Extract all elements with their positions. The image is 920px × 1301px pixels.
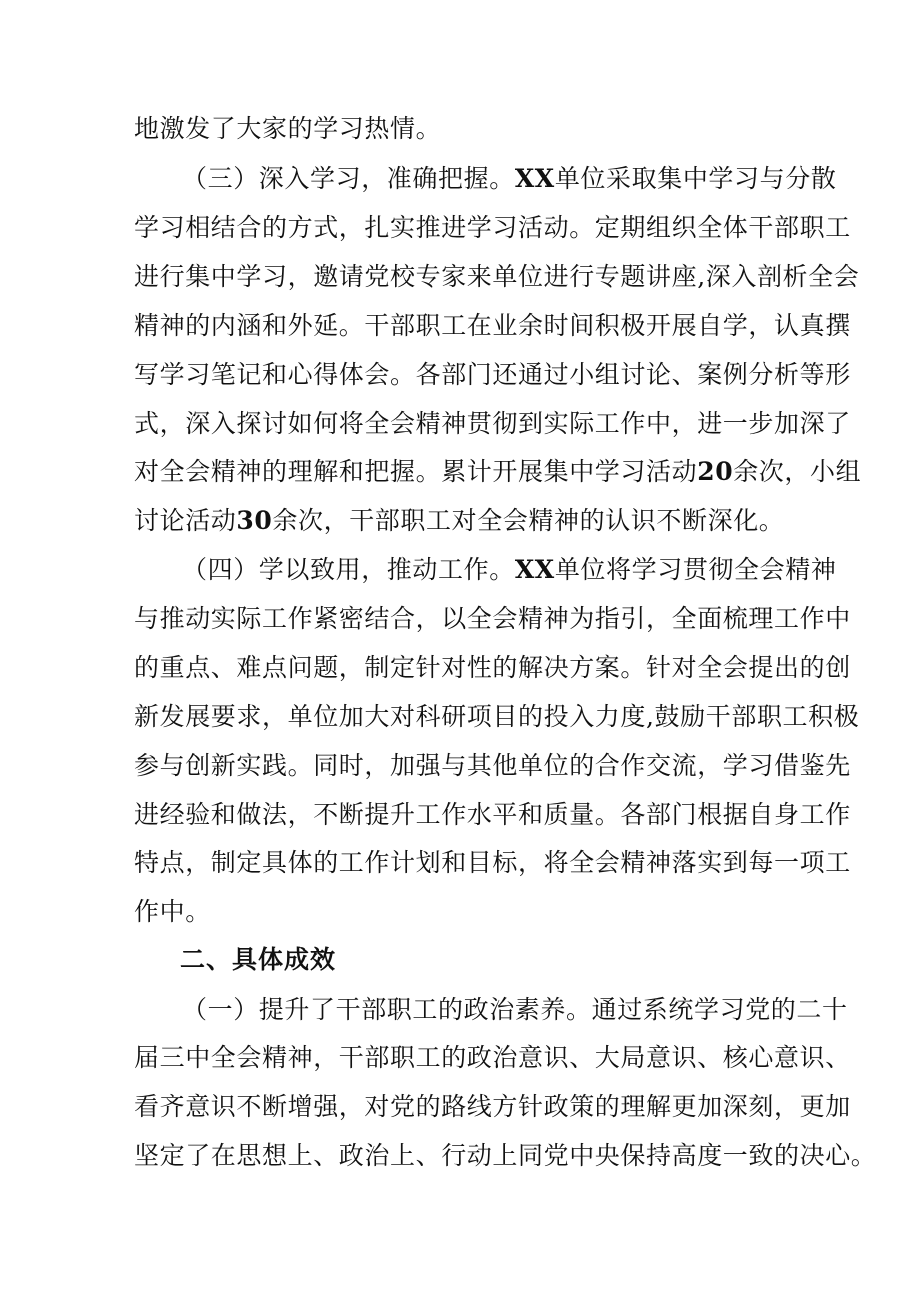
sub-heading: （四）学以致用，推动工作。 (182, 555, 515, 584)
text-span: 单位采取集中学习与分散 (554, 164, 837, 193)
unit-placeholder: XX (514, 164, 555, 193)
text-span: 余次，干部职工对全会精神的认识不断深化。 (272, 506, 785, 535)
paragraph-line: 新发展要求，单位加大对科研项目的投入力度,鼓励干部职工积极 (134, 702, 860, 731)
text-span: 单位将学习贯彻全会精神 (554, 555, 837, 584)
unit-placeholder: XX (514, 555, 555, 584)
paragraph-line: 坚定了在思想上、政治上、行动上同党中央保持高度一致的决心。 (134, 1141, 877, 1170)
count-value: 30 (236, 506, 273, 535)
paragraph-line: 届三中全会精神，干部职工的政治意识、大局意识、核心意识、 (134, 1043, 851, 1072)
paragraph-line: 看齐意识不断增强，对党的路线方针政策的理解更加深刻，更加 (134, 1092, 851, 1121)
paragraph-line: 作中。 (134, 897, 211, 926)
text-span: 讨论活动 (134, 506, 237, 535)
paragraph-line: 写学习笔记和心得体会。各部门还通过小组讨论、案例分析等形 (134, 360, 851, 389)
text-span: 对全会精神的理解和把握。累计开展集中学习活动 (134, 457, 698, 486)
paragraph-line (134, 457, 861, 487)
paragraph-line: 特点，制定具体的工作计划和目标，将全会精神落实到每一项工 (134, 848, 851, 877)
paragraph-line (182, 555, 836, 585)
paragraph-line: 进行集中学习，邀请党校专家来单位进行专题讲座,深入剖析全会 (134, 262, 860, 291)
paragraph-line: 地激发了大家的学习热情。 (134, 114, 442, 143)
paragraph-line: （一）提升了干部职工的政治素养。通过系统学习党的二十 (182, 995, 848, 1024)
count-value: 20 (697, 457, 734, 486)
paragraph-line: 的重点、难点问题，制定针对性的解决方案。针对全会提出的创 (134, 653, 851, 682)
paragraph-line: 精神的内涵和外延。干部职工在业余时间积极开展自学，认真撰 (134, 311, 851, 340)
paragraph-line: 式，深入探讨如何将全会精神贯彻到实际工作中，进一步加深了 (134, 409, 851, 438)
paragraph-line: 与推动实际工作紧密结合，以全会精神为指引，全面梳理工作中 (134, 604, 851, 633)
text-span: 余次，小组 (733, 457, 862, 486)
sub-heading: （三）深入学习，准确把握。 (182, 164, 515, 193)
paragraph-line: 参与创新实践。同时，加强与其他单位的合作交流，学习借鉴先 (134, 751, 851, 780)
paragraph-line: 进经验和做法，不断提升工作水平和质量。各部门根据自身工作 (134, 800, 851, 829)
paragraph-line (134, 506, 784, 536)
paragraph-line: 学习相结合的方式，扎实推进学习活动。定期组织全体干部职工 (134, 213, 851, 242)
section-heading: 二、具体成效 (180, 945, 337, 974)
paragraph-line (182, 164, 836, 194)
